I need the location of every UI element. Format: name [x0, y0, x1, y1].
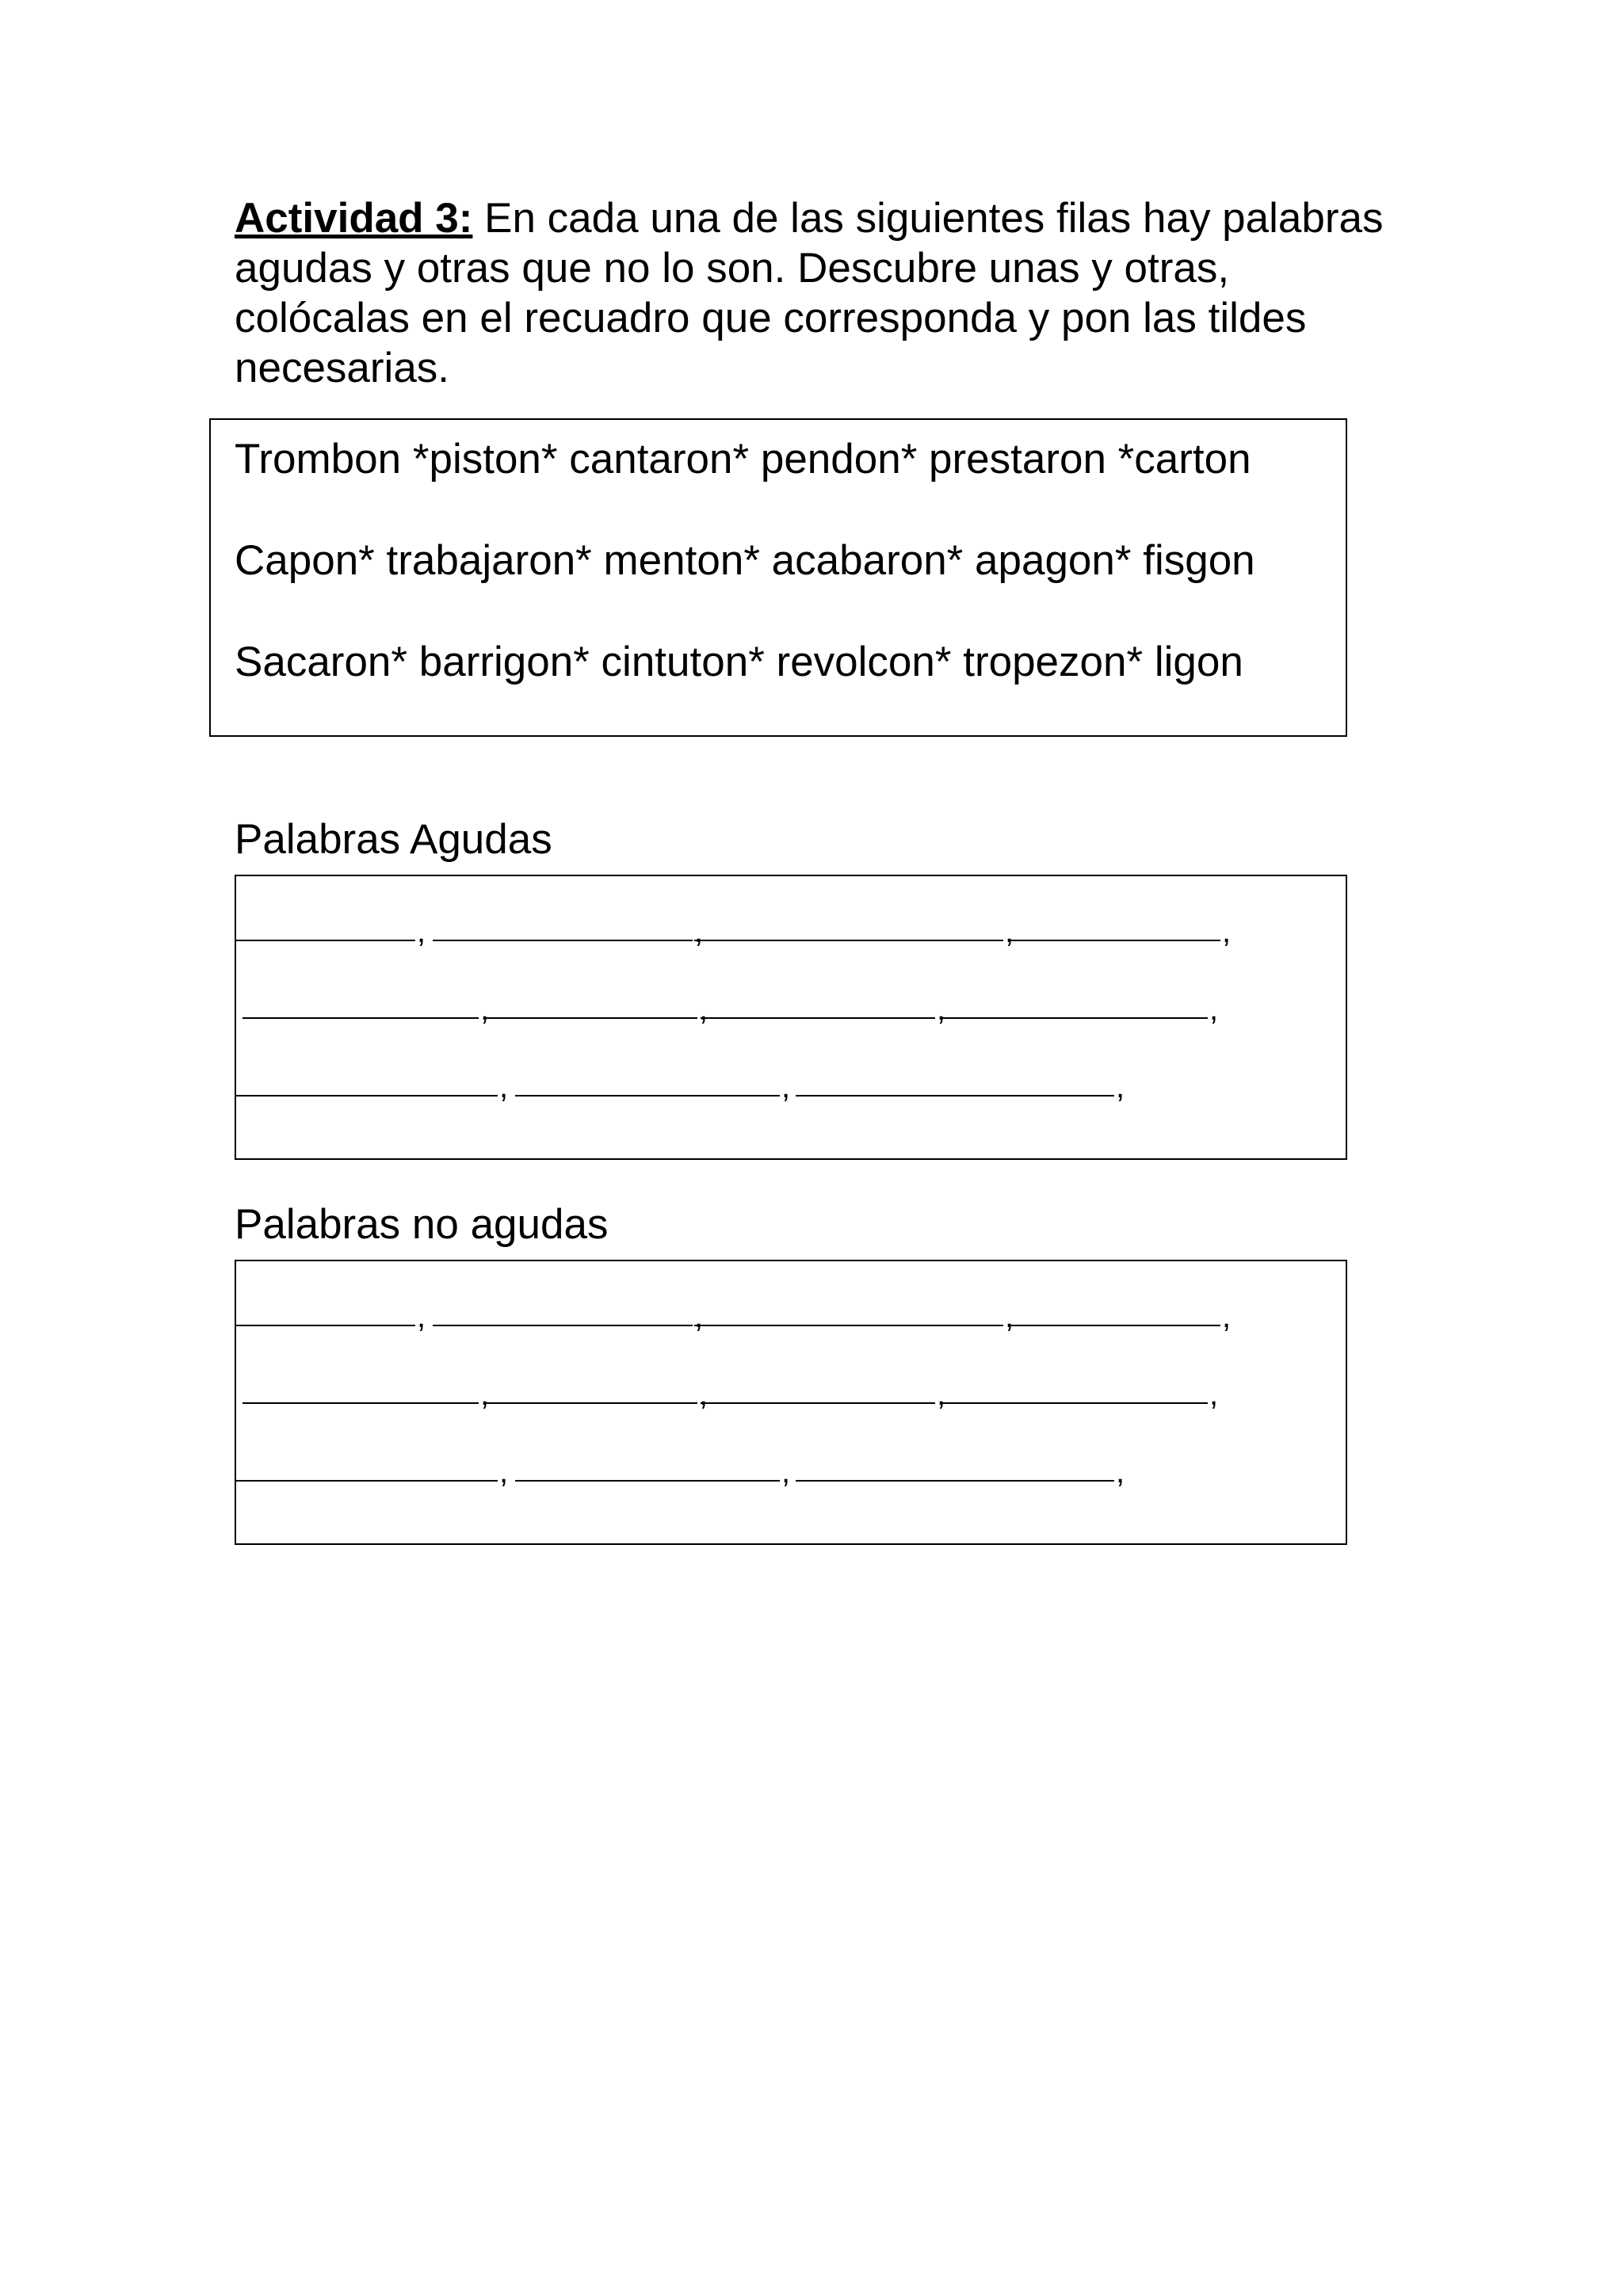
word-row-2: Capon* trabajaron* menton* acabaron* apagon* fisgon — [235, 537, 1255, 584]
blank-separator: , — [1005, 914, 1014, 949]
answer-blank[interactable] — [433, 940, 693, 941]
blank-separator: , — [694, 1299, 704, 1334]
answer-blank[interactable] — [515, 1095, 780, 1097]
activity-text: En cada una de las siguientes filas hay palabras agudas y otras que no lo son. Descubre unas y otras, colócalas en el recuadro que corresponda y pon las tildes necesarias. — [235, 195, 1384, 391]
answer-blank[interactable] — [433, 1325, 693, 1326]
blank-separator: , — [699, 1377, 708, 1412]
answer-blank[interactable] — [694, 940, 1003, 941]
answer-blank[interactable] — [701, 1402, 935, 1404]
blank-separator: , — [480, 992, 490, 1027]
answer-blank[interactable] — [515, 1480, 780, 1482]
answer-blank[interactable] — [242, 1017, 479, 1019]
blank-separator: , — [937, 992, 946, 1027]
blank-separator: , — [1116, 1070, 1125, 1104]
answer-blank[interactable] — [941, 1402, 1208, 1404]
blank-separator: , — [694, 914, 704, 949]
activity-instructions — [235, 193, 1407, 393]
blank-separator: , — [1222, 914, 1232, 949]
answer-box-no-agudas — [235, 1260, 1347, 1545]
blank-separator: , — [1209, 992, 1219, 1027]
answer-blank[interactable] — [236, 1095, 498, 1097]
blank-separator: , — [1209, 1377, 1219, 1412]
answer-blank[interactable] — [694, 1325, 1003, 1326]
answer-blank[interactable] — [483, 1402, 697, 1404]
word-row-1: Trombon *piston* cantaron* pendon* prestaron *carton — [235, 436, 1251, 482]
blank-separator: , — [937, 1377, 946, 1412]
word-row-3: Sacaron* barrigon* cintuton* revolcon* tropezon* ligon — [235, 639, 1243, 685]
blank-separator: , — [781, 1070, 791, 1104]
answer-blank[interactable] — [242, 1402, 479, 1404]
answer-blank[interactable] — [236, 1480, 498, 1482]
answer-blank[interactable] — [236, 1325, 415, 1326]
blank-separator: , — [417, 1299, 426, 1334]
blank-separator: , — [781, 1455, 791, 1489]
blank-separator: , — [417, 914, 426, 949]
answer-box-agudas — [235, 875, 1347, 1160]
blank-separator: , — [1222, 1299, 1232, 1334]
answer-blank[interactable] — [1010, 1325, 1220, 1326]
blank-separator: , — [1116, 1455, 1125, 1489]
answer-blank[interactable] — [483, 1017, 697, 1019]
blank-separator: , — [1005, 1299, 1014, 1334]
answer-blank[interactable] — [796, 1095, 1114, 1097]
section-title-no-agudas: Palabras no agudas — [235, 1201, 609, 1248]
answer-blank[interactable] — [1010, 940, 1220, 941]
answer-blank[interactable] — [796, 1480, 1114, 1482]
word-list-box — [209, 418, 1347, 737]
blank-separator: , — [699, 992, 708, 1027]
activity-label: Actividad 3: — [235, 195, 473, 242]
answer-blank[interactable] — [941, 1017, 1208, 1019]
blank-separator: , — [499, 1070, 509, 1104]
answer-blank[interactable] — [236, 940, 415, 941]
blank-separator: , — [480, 1377, 490, 1412]
section-title-agudas: Palabras Agudas — [235, 816, 552, 863]
blank-separator: , — [499, 1455, 509, 1489]
answer-blank[interactable] — [701, 1017, 935, 1019]
